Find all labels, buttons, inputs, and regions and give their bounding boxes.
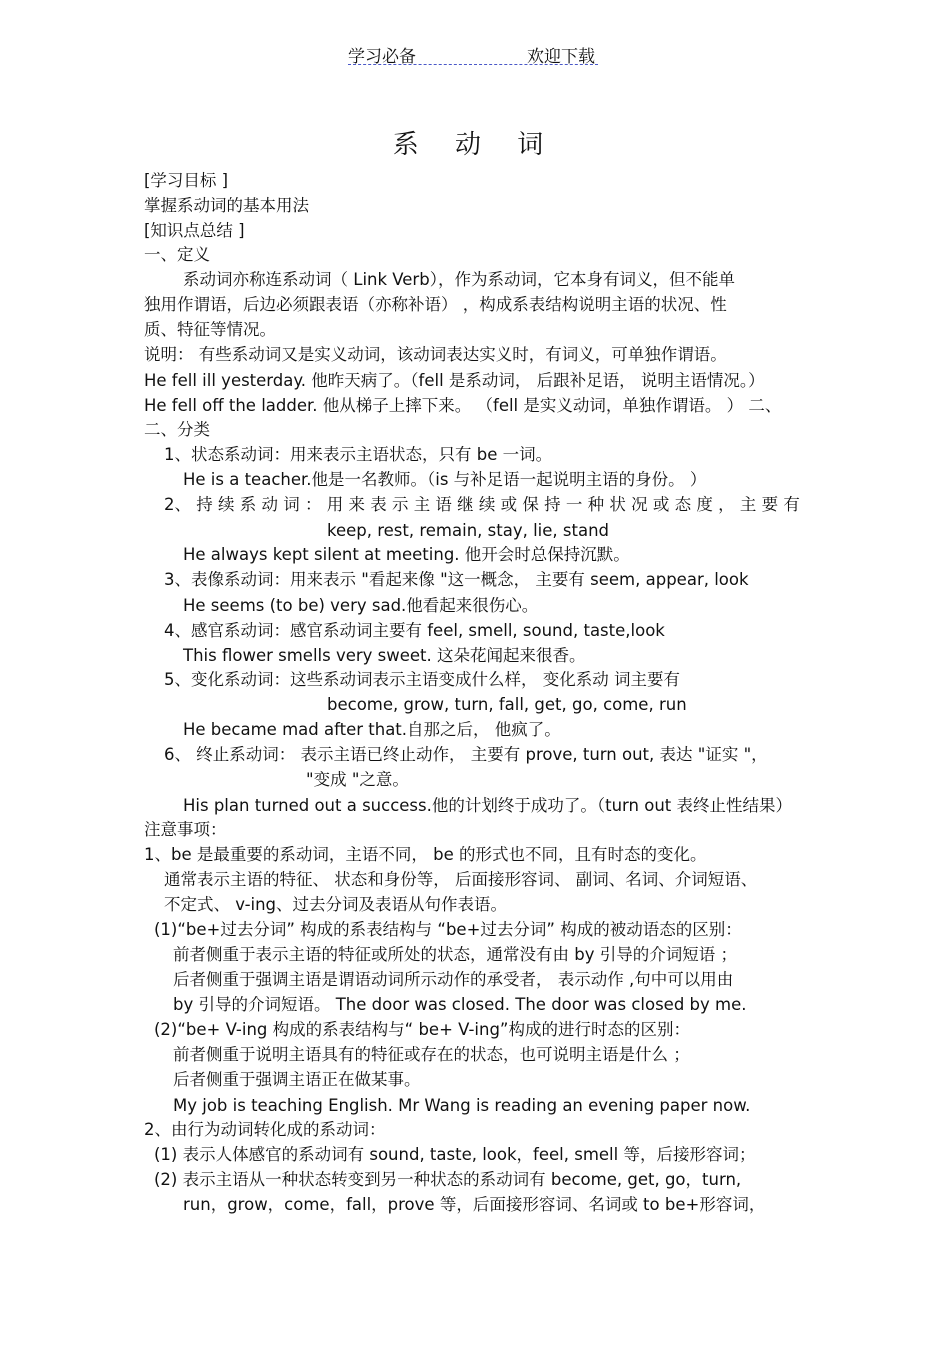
text-line: 掌握系动词的基本用法 [144, 196, 309, 215]
example-line: He fell off the ladder. 他从梯子上摔下来。 （fell 是实义动词，单独作谓语。 ） 二、 [144, 396, 782, 415]
list-item: 6、 终止系动词： 表示主语已终止动作， 主要有 prove, turn out, 表达 "证实 "， [164, 745, 768, 764]
example-line: by 引导的介词短语。 The door was closed. The door was closed by me. [173, 995, 747, 1014]
page-header [0, 42, 950, 68]
sub-item: (1) 表示人体感官的系动词有 sound, taste, look，feel, smell 等，后接形容词； [154, 1145, 756, 1164]
header-dashed-rule [348, 64, 598, 65]
example-line: This flower smells very sweet. 这朵花闻起来很香。 [183, 646, 586, 665]
example-line: He seems (to be) very sad.他看起来很伤心。 [183, 596, 539, 615]
example-line: He fell ill yesterday. 他昨天病了。（fell 是系动词， 后跟补足语， 说明主语情况。） [144, 371, 765, 390]
sub-item: (1)“be+过去分词” 构成的系表结构与 “be+过去分词” 构成的被动语态的区别： [154, 920, 742, 939]
heading-classification: 二、分类 [144, 420, 210, 439]
page-title: 系 动 词 [392, 130, 558, 160]
list-item: 1、be 是最重要的系动词，主语不同， be 的形式也不同，且有时态的变化。 [144, 845, 707, 864]
section-label: [知识点总结 ] [144, 221, 245, 240]
text-line: run，grow，come，fall，prove 等，后面接形容词、名词或 to be+形容词， [183, 1195, 766, 1214]
header-left-text: 学习必备 [348, 47, 416, 67]
text-line: keep, rest, remain, stay, lie, stand [327, 521, 609, 540]
example-line: His plan turned out a success.他的计划终于成功了。（turn out 表终止性结果） [183, 796, 793, 815]
text-line: 前者侧重于说明主语具有的特征或存在的状态，也可说明主语是什么 ； [173, 1045, 690, 1064]
text-line: 独用作谓语，后边必须跟表语（亦称补语） ，构成系表结构说明主语的状况、性 [144, 295, 727, 314]
example-line: My job is teaching English. Mr Wang is reading an evening paper now. [173, 1096, 751, 1115]
example-line: He is a teacher.他是一名教师。（is 与补足语一起说明主语的身份。 ） [183, 470, 707, 489]
list-item: 2、由行为动词转化成的系动词： [144, 1120, 386, 1139]
list-item: 3、表像系动词：用来表示 "看起来像 "这一概念， 主要有 seem, appear, look [164, 570, 749, 589]
text-line: 前者侧重于表示主语的特征或所处的状态，通常没有由 by 引导的介词短语 ； [173, 945, 737, 964]
text-line: 后者侧重于强调主语是谓语动词所示动作的承受者， 表示动作 ,句中可以用由 [173, 970, 734, 989]
list-item: 2、 持 续 系 动 词 ： 用 来 表 示 主 语 继 续 或 保 持 一 种 状 况 或 态 度 ， 主 要 有 [164, 495, 800, 514]
example-line: He always kept silent at meeting. 他开会时总保持沉默。 [183, 545, 630, 564]
list-item: 4、感官系动词：感官系动词主要有 feel, smell, sound, taste,look [164, 621, 665, 640]
text-line: 后者侧重于强调主语正在做某事。 [173, 1070, 421, 1089]
header-right-text: 欢迎下载 [527, 47, 595, 67]
heading-notes: 注意事项： [144, 820, 227, 839]
text-line: 说明： 有些系动词又是实义动词，该动词表达实义时，有词义，可单独作谓语。 [144, 345, 727, 364]
text-line: 不定式、 v-ing、过去分词及表语从句作表语。 [164, 895, 508, 914]
text-line: 通常表示主语的特征、 状态和身份等， 后面接形容词、 副词、名词、介词短语、 [164, 870, 758, 889]
text-line: 系动词亦称连系动词（ Link Verb），作为系动词，它本身有词义，但不能单 [183, 270, 735, 289]
sub-item: (2)“be+ V-ing 构成的系表结构与“ be+ V-ing”构成的进行时态的区别： [154, 1020, 690, 1039]
text-line: 质、特征等情况。 [144, 320, 276, 339]
heading-definition: 一、定义 [144, 245, 210, 264]
list-item: 5、变化系动词：这些系动词表示主语变成什么样， 变化系动 词主要有 [164, 670, 680, 689]
text-line: "变成 "之意。 [306, 770, 409, 789]
sub-item: (2) 表示主语从一种状态转变到另一种状态的系动词有 become, get, go，turn, [154, 1170, 742, 1189]
example-line: He became mad after that.自那之后， 他疯了。 [183, 720, 561, 739]
section-label: [学习目标 ] [144, 171, 229, 190]
list-item: 1、状态系动词：用来表示主语状态，只有 be 一词。 [164, 445, 553, 464]
text-line: become, grow, turn, fall, get, go, come, run [327, 695, 687, 714]
